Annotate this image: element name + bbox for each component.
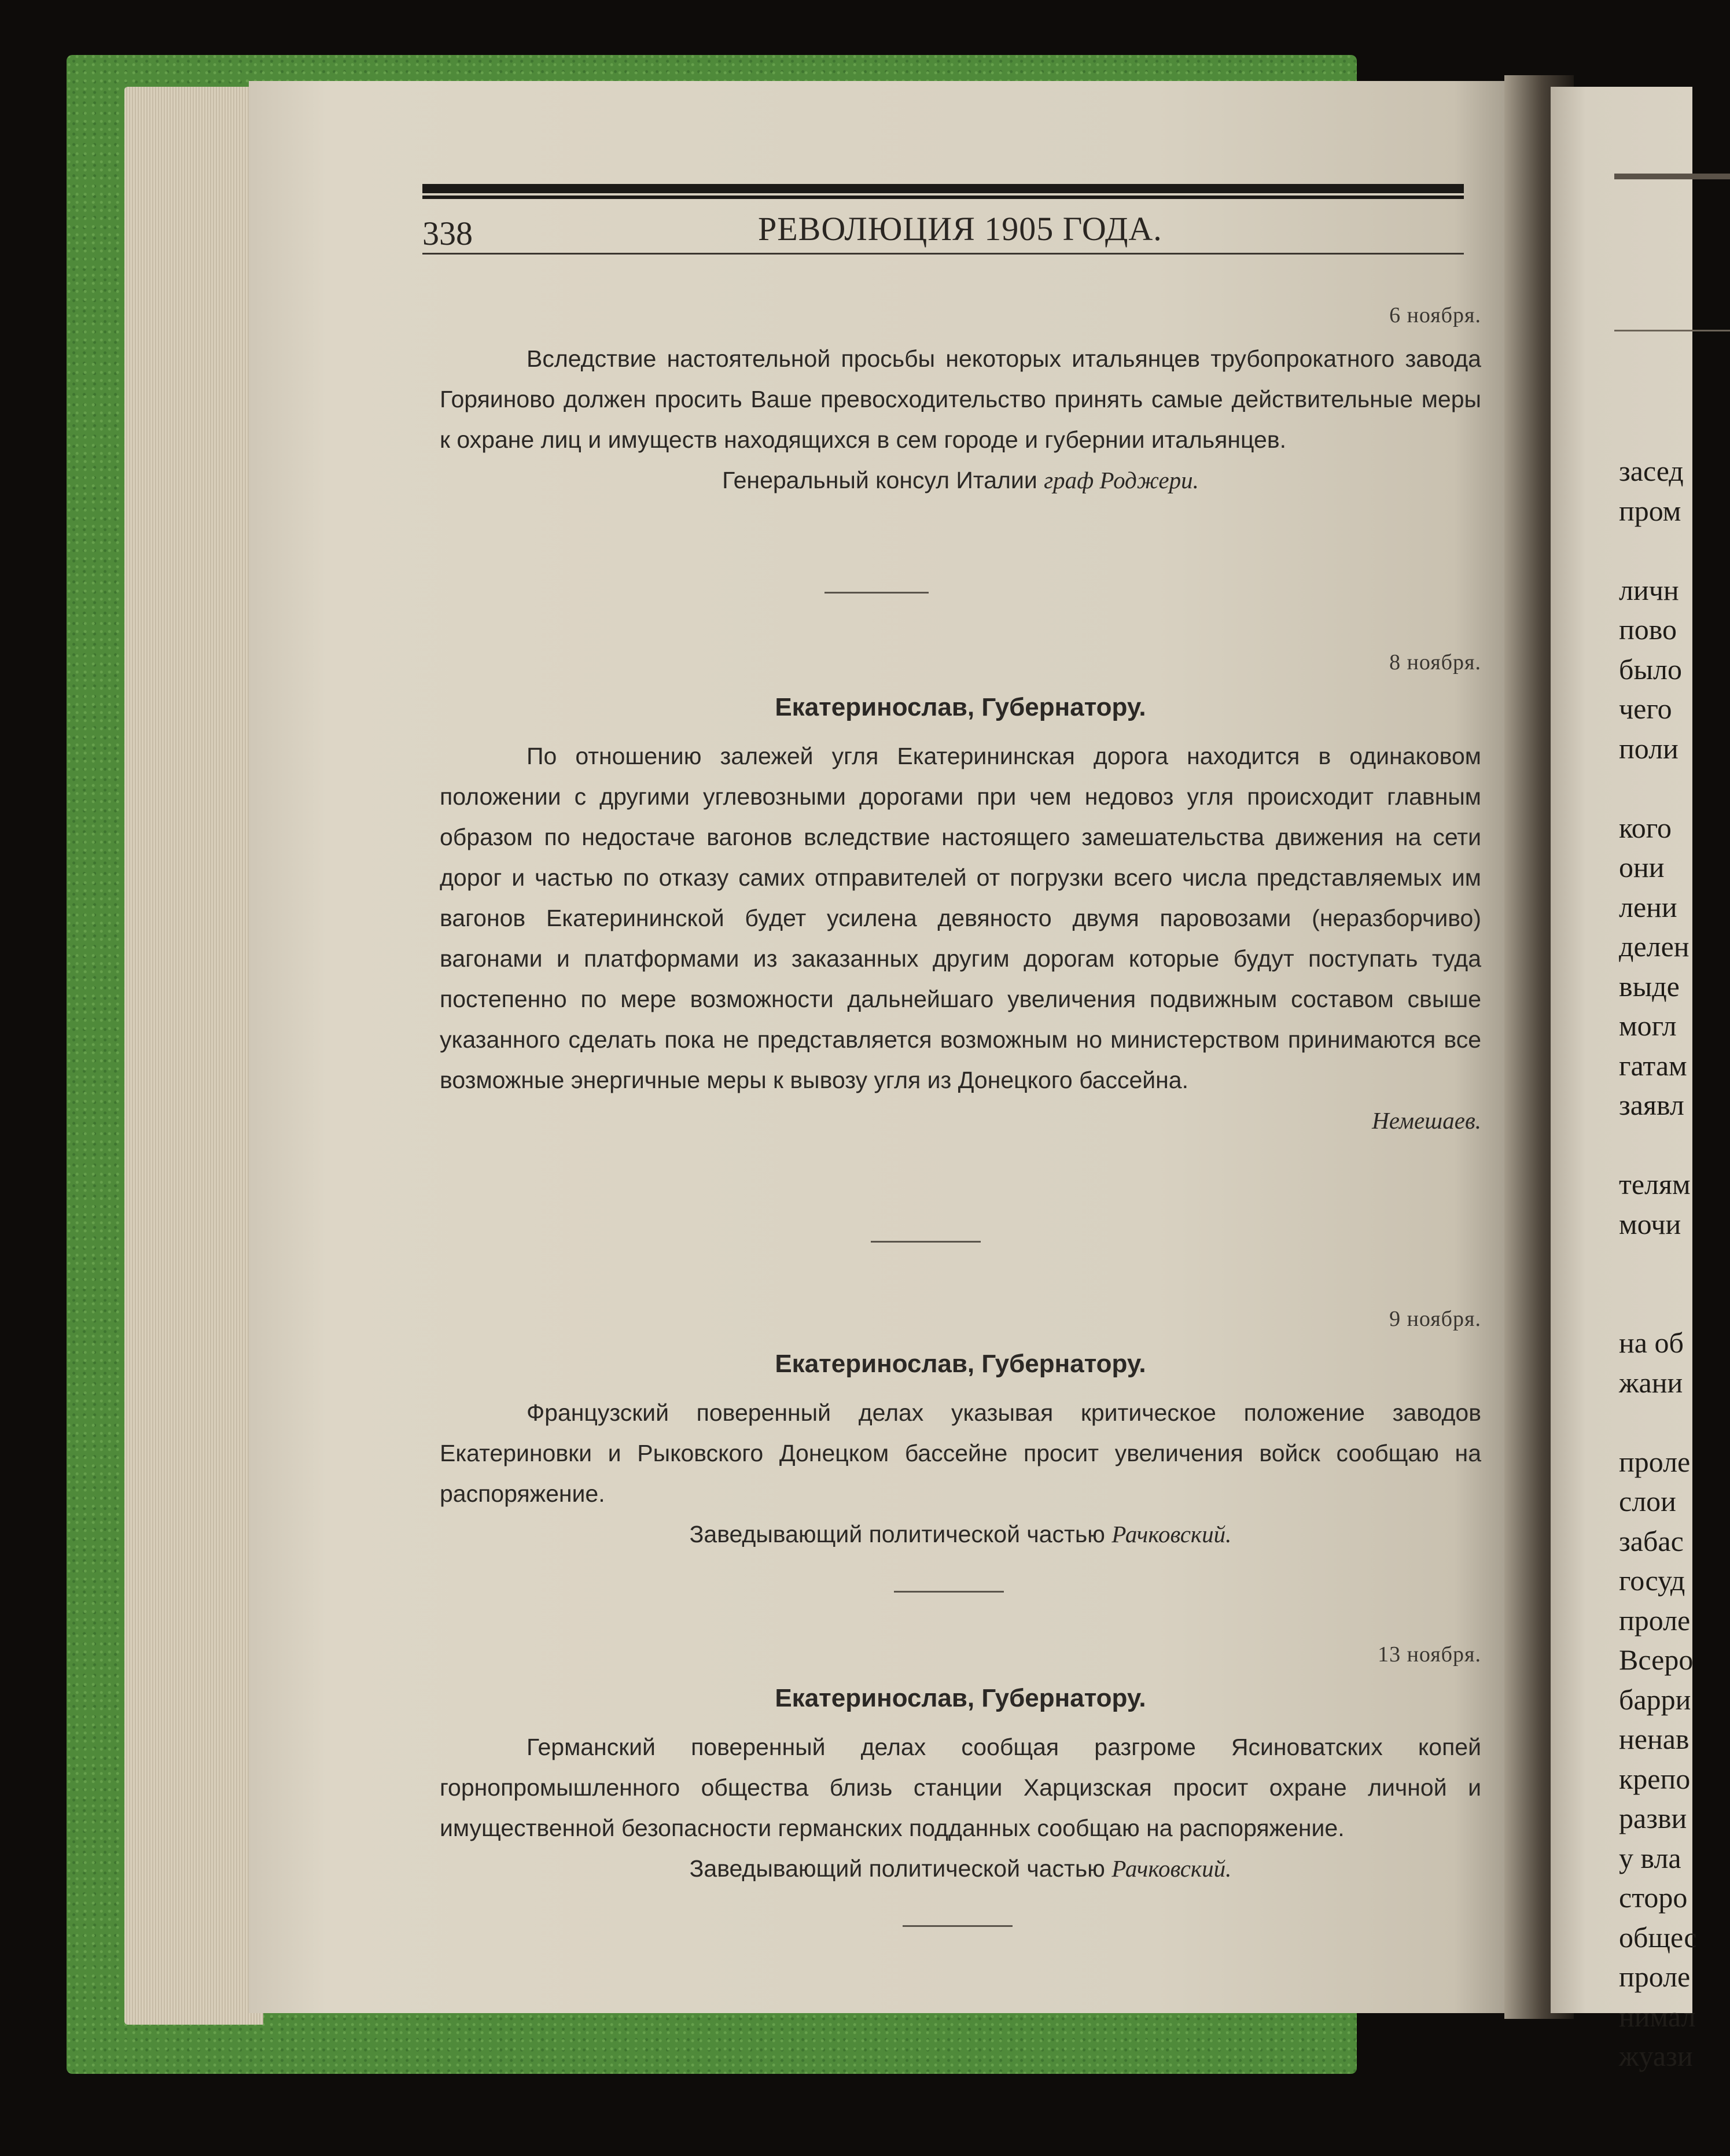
running-title: РЕВОЛЮЦИЯ 1905 ГОДА.	[758, 210, 1162, 248]
document-body: Германский поверенный делах сообщая разгроме Ясиноватских копей горнопромышленного общества близь станции Харцизская просит охране личной и имущественной безопасности германских подданных сообщаю на распоряжение.	[440, 1734, 1481, 1841]
document-date: 6 ноября.	[1389, 303, 1481, 327]
signature-name: Рачковский.	[1111, 1521, 1232, 1547]
document-date: 8 ноября.	[1389, 650, 1481, 675]
document-body: По отношению залежей угля Екатерининская дорога находится в одинаковом положении с другими углевозными дорогами при чем недовоз угля происходит главным образом по недостаче вагонов вследствие настоящего замешательства движения на сети дорог и частью по отказу самих отправителей от погрузки всего числа представляемых им вагонов Екатерининской будет усилена девяносто двумя паровозами (неразборчиво) вагонами и платформами из заказанных другим дорогам которые будут поступать туда постепенно по мере возможности дальнейшаго увеличения подвижным составом свыше указанного сделать пока не представляется возможным но министерством принимаются все возможные энергичные меры к вывозу угля из Донецкого бассейна.	[440, 743, 1481, 1093]
section-divider	[894, 1591, 1004, 1593]
facing-page-rule	[1614, 174, 1730, 179]
signature-title: Заведывающий политической частью	[689, 1855, 1105, 1882]
signature-title: Генеральный консул Италии	[722, 467, 1037, 493]
document-addressee: Екатеринослав, Губернатору.	[775, 1684, 1146, 1712]
header-line	[422, 253, 1464, 255]
facing-page-header-line	[1614, 330, 1730, 331]
page-number: 338	[422, 215, 473, 252]
document-signature	[440, 1514, 1481, 1554]
page-edges	[124, 87, 263, 2025]
facing-page-text: засед пром личн пово было чего поли кого они лени делен выде могл гатам заявл телям мочи на об жани проле слои забас госуд проле Всеро барри ненав крепо разви у вла сторо общес проле нимал жуази	[1619, 455, 1697, 2072]
document-signature	[440, 460, 1481, 500]
header-rule	[422, 184, 1464, 199]
section-divider	[871, 1241, 981, 1243]
document-signature	[440, 1848, 1481, 1889]
document-body: Вследствие настоятельной просьбы некоторых итальянцев трубопрокатного завода Горяиново должен просить Ваше превосходительство принять самые действительные меры к охране лиц и имуществ находящихся в сем городе и губернии итальянцев.	[440, 345, 1481, 453]
document-addressee: Екатеринослав, Губернатору.	[775, 693, 1146, 721]
signature-title: Заведывающий политической частью	[689, 1521, 1105, 1547]
document-addressee: Екатеринослав, Губернатору.	[775, 1350, 1146, 1378]
signature-name: Рачковский.	[1111, 1855, 1232, 1882]
facing-page	[1551, 87, 1697, 2072]
section-divider	[903, 1925, 1013, 1927]
document-date: 9 ноября.	[1389, 1307, 1481, 1331]
signature-name: Немешаев.	[1372, 1107, 1481, 1134]
document-body: Французский поверенный делах указывая критическое положение заводов Екатериновки и Рыковского Донецком бассейне просит увеличения войск сообщаю на распоряжение.	[440, 1399, 1481, 1507]
section-divider	[824, 592, 929, 594]
document-date: 13 ноября.	[1378, 1642, 1481, 1667]
signature-name: граф Роджери.	[1044, 467, 1199, 493]
